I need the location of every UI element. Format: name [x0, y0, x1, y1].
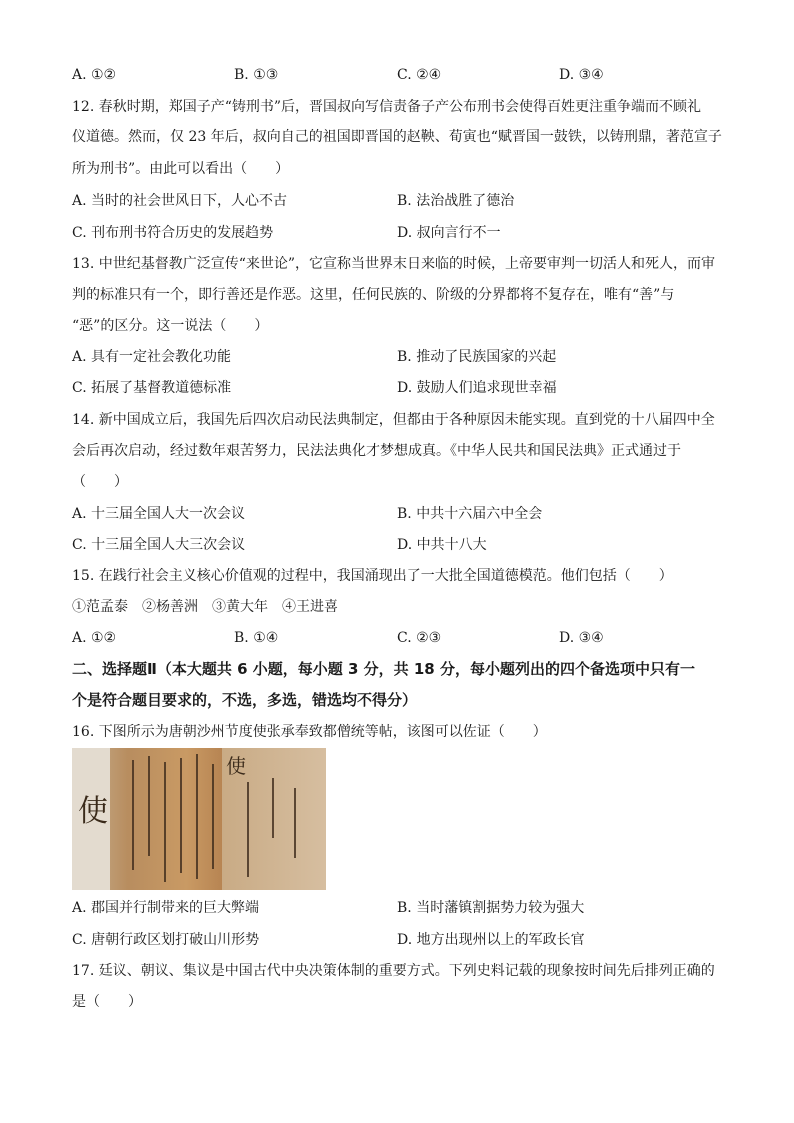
q13-stem-line-1: 13. 中世纪基督教广泛宣传“来世论”，它宣称当世界末日来临的时候，上帝要审判一切活人和死人，而审 [72, 256, 716, 272]
q11-option-a: A. ①② [72, 67, 117, 83]
q14-option-a: A. 十三届全国人大一次会议 [72, 506, 246, 522]
q12-stem-line-2: 仪道德。然而，仅 23 年后，叔向自己的祖国即晋国的赵鞅、荀寅也“赋晋国一鼓铁，以铸刑鼎，著范宣子 [72, 129, 722, 145]
tang-manuscript-photo [72, 748, 326, 890]
q12-option-c: C. 刊布刑书符合历史的发展趋势 [72, 225, 274, 241]
manuscript-character-left: 使 [78, 794, 108, 829]
q14-option-d: D. 中共十八大 [397, 537, 487, 553]
q12-option-b: B. 法治战胜了德治 [397, 193, 515, 209]
q16-option-d: D. 地方出现州以上的军政长官 [397, 932, 585, 948]
manuscript-script-column [272, 778, 274, 838]
q12-option-d: D. 叔向言行不一 [397, 225, 501, 241]
q14-stem-line-3: （ ） [72, 474, 128, 490]
manuscript-script-column [164, 762, 166, 882]
q16-stem: 16. 下图所示为唐朝沙州节度使张承奉致都僧统等帖，该图可以佐证（ ） [72, 724, 547, 740]
q12-stem-line-3: 所为刑书”。由此可以看出（ ） [72, 161, 290, 177]
manuscript-character-right: 使 [226, 754, 246, 778]
q15-option-c: C. ②③ [397, 630, 442, 646]
q13-stem-line-2: 判的标准只有一个，即行善还是作恶。这里，任何民族的、阶级的分界都将不复存在，唯有“善”与 [72, 287, 675, 303]
q11-option-b: B. ①③ [234, 67, 279, 83]
q14-stem-line-2: 会后再次启动，经过数年艰苦努力，民法法典化才梦想成真。《中华人民共和国民法典》正式通过于 [72, 443, 681, 459]
manuscript-script-column [148, 756, 150, 856]
q13-option-a: A. 具有一定社会教化功能 [72, 349, 232, 365]
q17-stem-line-2: 是（ ） [72, 994, 142, 1010]
manuscript-script-column [180, 758, 182, 873]
q13-option-c: C. 拓展了基督教道德标准 [72, 380, 232, 396]
q15-items: ①范孟泰 ②杨善洲 ③黄大年 ④王进喜 [72, 599, 338, 615]
q17-stem-line-1: 17. 廷议、朝议、集议是中国古代中央决策体制的重要方式。下列史料记载的现象按时间先后排列正确的 [72, 963, 715, 979]
section-2-heading-line-1: 二、选择题Ⅱ（本大题共 6 小题，每小题 3 分，共 18 分，每小题列出的四个备选项中只有一 [72, 660, 695, 678]
q15-option-a: A. ①② [72, 630, 117, 646]
q15-stem: 15. 在践行社会主义核心价值观的过程中，我国涌现出了一大批全国道德模范。他们包括（ ） [72, 568, 673, 584]
q11-option-d: D. ③④ [559, 67, 604, 83]
manuscript-script-column [196, 754, 198, 879]
manuscript-script-column [294, 788, 296, 858]
q14-stem-line-1: 14. 新中国成立后，我国先后四次启动民法典制定，但都由于各种原因未能实现。直到党的十八届四中全 [72, 412, 715, 428]
manuscript-script-column [132, 760, 134, 870]
q13-option-d: D. 鼓励人们追求现世幸福 [397, 380, 557, 396]
q16-option-a: A. 郡国并行制带来的巨大弊端 [72, 900, 260, 916]
q16-option-b: B. 当时藩镇割据势力较为强大 [397, 900, 585, 916]
q13-stem-line-3: “恶”的区分。这一说法（ ） [72, 318, 269, 334]
q16-option-c: C. 唐朝行政区划打破山川形势 [72, 932, 260, 948]
q11-option-c: C. ②④ [397, 67, 442, 83]
q14-option-c: C. 十三届全国人大三次会议 [72, 537, 246, 553]
q15-option-d: D. ③④ [559, 630, 604, 646]
manuscript-script-column [247, 782, 249, 877]
q14-option-b: B. 中共十六届六中全会 [397, 506, 543, 522]
q15-option-b: B. ①④ [234, 630, 279, 646]
manuscript-script-column [212, 764, 214, 869]
q12-stem-line-1: 12. 春秋时期，郑国子产“铸刑书”后，晋国叔向写信责备子产公布刑书会使得百姓更注重争端而不顾礼 [72, 99, 702, 115]
q13-option-b: B. 推动了民族国家的兴起 [397, 349, 557, 365]
q12-option-a: A. 当时的社会世风日下，人心不古 [72, 193, 288, 209]
section-2-heading-line-2: 个是符合题目要求的，不选，多选，错选均不得分） [72, 691, 418, 709]
